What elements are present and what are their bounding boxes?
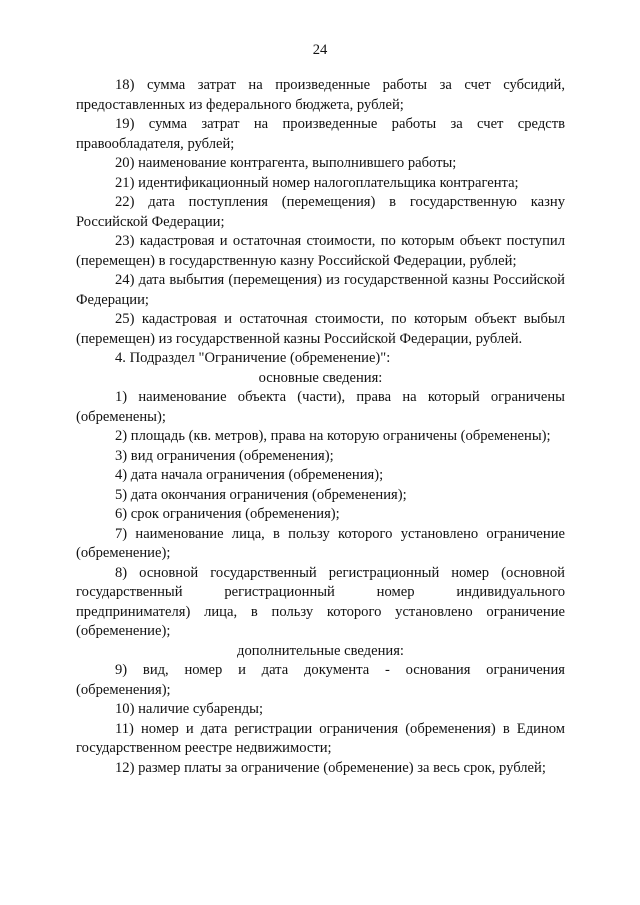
list-item: 10) наличие субаренды; bbox=[115, 701, 264, 717]
list-item: 4) дата начала ограничения (обременения); bbox=[115, 467, 384, 483]
list-item: 20) наименование контрагента, выполнившего работы; bbox=[115, 155, 457, 171]
list-item: 23) кадастровая и остаточная стоимости, по которым объект поступил (перемещен) в государственную казну Российской Федерации, рублей; bbox=[76, 233, 565, 269]
page-number: 24 bbox=[312, 42, 328, 58]
list-item: 4. Подраздел "Ограничение (обременение)": bbox=[115, 350, 391, 366]
list-item: 1) наименование объекта (части), права на который ограничены (обременены); bbox=[76, 389, 565, 425]
list-item: 7) наименование лица, в пользу которого установлено ограничение (обременение); bbox=[76, 525, 565, 561]
list-item: 21) идентификационный номер налогоплательщика контрагента; bbox=[115, 174, 519, 191]
list-item: 24) дата выбытия (перемещения) из государственной казны Российской Федерации; bbox=[76, 272, 565, 308]
list-item: 18) сумма затрат на произведенные работы за счет субсидий, предоставленных из федерального бюджета, рублей; bbox=[76, 77, 565, 113]
list-item: 25) кадастровая и остаточная стоимости, по которым объект выбыл (перемещен) из государственной казны Российской Федерации, рублей. bbox=[76, 311, 565, 347]
document-body bbox=[76, 76, 565, 778]
list-item: 2) площадь (кв. метров), права на которую ограничены (обременены); bbox=[115, 428, 551, 444]
list-item: 8) основной государственный регистрационный номер (основной государственный регистрационный номер индивидуального предпринимателя) лица, в пользу которого установлено ограничение (обременение); bbox=[76, 564, 565, 639]
section-subheading: основные сведения: bbox=[258, 369, 383, 386]
section-subheading: дополнительные сведения: bbox=[237, 642, 404, 659]
list-item: 9) вид, номер и дата документа - основания ограничения (обременения); bbox=[76, 662, 565, 698]
list-item: 12) размер платы за ограничение (обременение) за весь срок, рублей; bbox=[115, 759, 546, 776]
list-item: 3) вид ограничения (обременения); bbox=[115, 447, 334, 464]
list-item: 19) сумма затрат на произведенные работы за счет средств правообладателя, рублей; bbox=[76, 116, 565, 152]
list-item: 11) номер и дата регистрации ограничения (обременения) в Едином государственном реестре недвижимости; bbox=[76, 720, 565, 756]
list-item: 22) дата поступления (перемещения) в государственную казну Российской Федерации; bbox=[76, 194, 565, 230]
list-item: 6) срок ограничения (обременения); bbox=[115, 506, 340, 522]
list-item: 5) дата окончания ограничения (обременения); bbox=[115, 486, 407, 503]
